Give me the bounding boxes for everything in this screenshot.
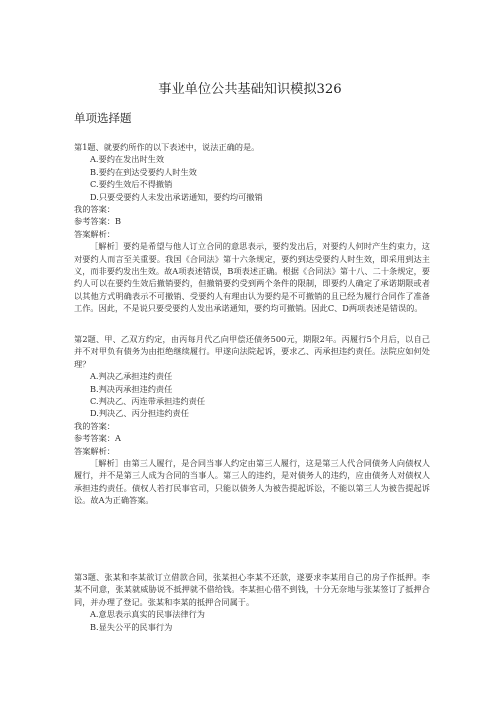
option-c: C.判决乙、丙连带承担违约责任 bbox=[90, 396, 206, 407]
question-stem: 第3题、张某和李某欲订立借款合同，张某担心李某不还款，遂要求李某用自己的房子作抵押。李某不同意，张某就威胁说不抵押就不借给钱。李某担心借不到钱，十分无奈地与张某签订了抵押合同，并办理了登记。张某和李某的抵押合同属于。 bbox=[74, 572, 430, 607]
option-d: D.判决乙、丙分担违约责任 bbox=[90, 408, 189, 419]
my-answer-label: 我的答案： bbox=[74, 204, 115, 215]
reference-answer-label: 参考答案： bbox=[74, 433, 115, 444]
option-a: A.判决乙承担违约责任 bbox=[90, 371, 173, 382]
option-c: C.要约生效后不得撤销 bbox=[90, 179, 173, 190]
reference-answer-label: 参考答案： bbox=[74, 216, 115, 227]
option-a: A.要约在发出时生效 bbox=[90, 154, 165, 165]
reference-answer bbox=[74, 215, 430, 227]
question-2 bbox=[74, 333, 430, 507]
my-answer-label: 我的答案： bbox=[74, 420, 115, 431]
reference-answer-value: A bbox=[114, 433, 121, 444]
question-1 bbox=[74, 141, 430, 315]
option-b: B.判决丙承担违约责任 bbox=[90, 383, 173, 394]
option-d: D.只要受要约人未发出承诺通知，要约均可撤销 bbox=[90, 191, 263, 202]
analysis-text: ［解析］要约是希望与他人订立合同的意思表示，要约发出后，对要约人何时产生约束力，这对要约人而言至关重要。我国《合同法》第十六条规定，要约到达受要约人时生效，即采用到达主义，而非要约发出生效。故A项表述错误，B项表述正确。根据《合同法》第十八、二十条规定，要约人可以在要约生效后撤销要约，但撤销要约受到两个条件的限制，即要约人确定了承诺期限或者以其他方式明确表示不可撤销、受要约人有理由认为要约是不可撤销的且已经为履行合同作了准备工作。因此，不是说只要受要约人发出承诺通知，要约均可撤销。因此C、D两项表述是错误的。 bbox=[74, 241, 430, 314]
option-list bbox=[74, 153, 430, 203]
reference-answer bbox=[74, 432, 430, 444]
question-3 bbox=[74, 571, 430, 633]
option-b: B.显失公平的民事行为 bbox=[90, 621, 173, 632]
option-list bbox=[74, 608, 430, 633]
section-title: 单项选择题 bbox=[74, 111, 132, 125]
reference-answer-value: B bbox=[114, 216, 121, 227]
analysis-label: 答案解析： bbox=[74, 228, 115, 239]
option-a: A.意思表示真实的民事法律行为 bbox=[90, 609, 205, 620]
document-title: 事业单位公共基础知识模拟326 bbox=[158, 82, 342, 97]
analysis-text: ［解析］由第三人履行，是合同当事人约定由第三人履行，这是第三人代合同债务人向债权人履行，并不是第三人成为合同的当事人。第三人的违约，是对债务人的违约，应由债务人对债权人承担违约责任。债权人若打民事官司，只能以债务人为被告提起诉讼，不能以第三人为被告提起诉讼。故A为正确答案。 bbox=[74, 458, 430, 506]
option-list bbox=[74, 370, 430, 420]
analysis-label: 答案解析： bbox=[74, 445, 115, 456]
option-b: B.要约在到达受要约人时生效 bbox=[90, 166, 197, 177]
question-stem: 第1题、就要约所作的以下表述中，说法正确的是。 bbox=[74, 142, 260, 152]
question-stem: 第2题、甲、乙双方约定，由丙每月代乙向甲偿还债务500元，期限2年。丙履行5个月后，以自己并不对甲负有债务为由拒绝继续履行。甲遂向法院起诉，要求乙、丙承担违约责任。法院应如何处理？ bbox=[74, 334, 430, 369]
